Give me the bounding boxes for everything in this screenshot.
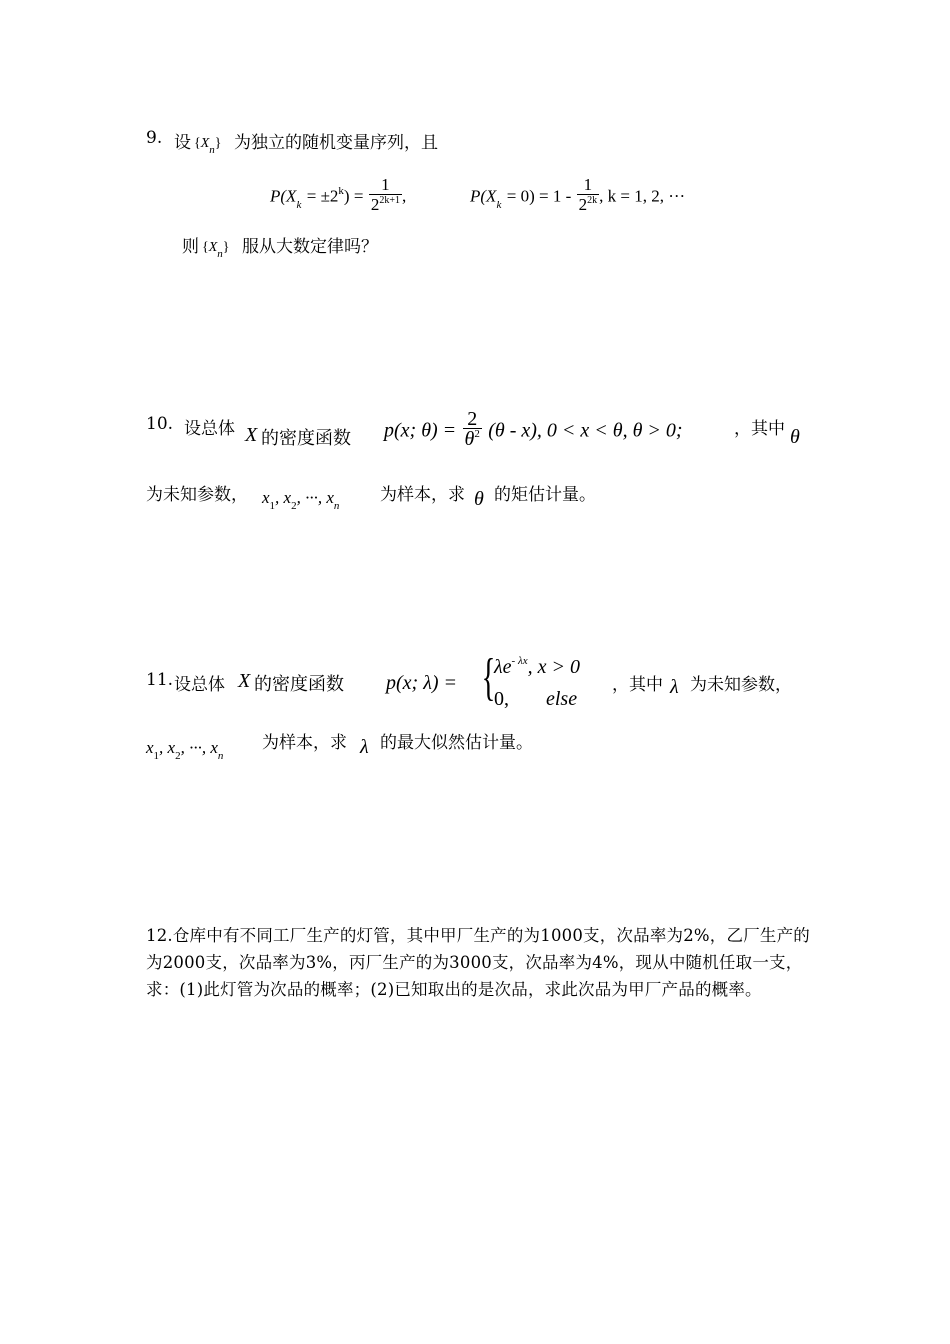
q10-formula: p(x; θ) = $\frac{2}{\theta^2}$ (θ - x), 0 < x < θ, θ > 0;	[384, 408, 683, 450]
q11-lambda-2: λ	[360, 736, 369, 758]
q11-formula-lhs: p(x; λ) =	[386, 672, 458, 694]
q11-sample: $x_1$, $x_2$, ···, $x_n$	[146, 738, 224, 762]
q9-question-b: 服从大数定律吗？	[242, 237, 378, 257]
q10-theta: θ	[790, 426, 800, 448]
q10-theta-2: θ	[474, 488, 484, 510]
q9-xn-set: $\{X_n\}$	[194, 136, 222, 156]
q11-brace: {	[481, 649, 496, 706]
q10-line2-c: 的矩估计量。	[494, 485, 596, 505]
q10-density: 的密度函数	[261, 428, 351, 449]
q11-intro: 设总体	[174, 675, 225, 695]
q10-number: 10.	[146, 414, 174, 434]
q11-tail-a: ，其中	[612, 675, 663, 695]
q11-X: X	[238, 670, 251, 692]
q9-intro-b: 为独立的随机变量序列，且	[234, 133, 438, 153]
q11-number: 11.	[146, 670, 174, 690]
q10-fraction: $\frac{2}{\theta^2}$	[464, 408, 480, 450]
q11-density: 的密度函数	[254, 674, 344, 695]
q11-lambda: λ	[670, 676, 679, 698]
q10-line2-a: 为未知参数，	[146, 485, 248, 505]
q9-fraction-1: $\frac{1}{2^{2k+1}}$	[369, 176, 402, 218]
q10-sample: $x_1$, $x_2$, ···, $x_n$	[262, 488, 340, 512]
q11-case-2a: 0,	[494, 688, 509, 710]
q9-formula-2: $P(X_k = 0) = 1$ - $\frac{1}{2^{2k}}$ , k = 1, 2, ···	[470, 176, 685, 218]
q9-intro-a: 设	[174, 133, 191, 153]
q11-line2-c: 的最大似然估计量。	[380, 733, 533, 753]
q9-fraction-2: $\frac{1}{2^{2k}}$	[577, 176, 600, 218]
q10-line2-b: 为样本，求	[380, 485, 465, 505]
q11-case-2b: else	[546, 688, 578, 710]
question-12: 12.仓库中有不同工厂生产的灯管，其中甲厂生产的为1000支，次品率为2%，乙厂生产的为2000支，次品率为3%，丙厂生产的为3000支，次品率为4%，现从中随机任取一支，求：(1)此灯管为次品的概率；(2)已知取出的是次品，求此次品为甲厂产品的概率。	[146, 926, 811, 999]
q9-xn-set-2: $\{X_n\}$	[202, 240, 230, 260]
q11-tail-b: 为未知参数，	[690, 675, 792, 695]
q9-question-a: 则	[182, 237, 199, 257]
q9-formula-1: $P(X_k = \pm 2^k)$ = $\frac{1}{2^{2k+1}}$ ,	[270, 176, 406, 218]
q9-number: 9.	[146, 128, 163, 148]
q11-line2-b: 为样本，求	[262, 733, 347, 753]
q10-tail: ，其中	[734, 419, 785, 439]
q10-X: X	[245, 424, 258, 446]
q11-case-1: $\lambda e^{- \lambda x}$, x > 0	[494, 655, 580, 678]
q10-intro: 设总体	[184, 419, 235, 439]
